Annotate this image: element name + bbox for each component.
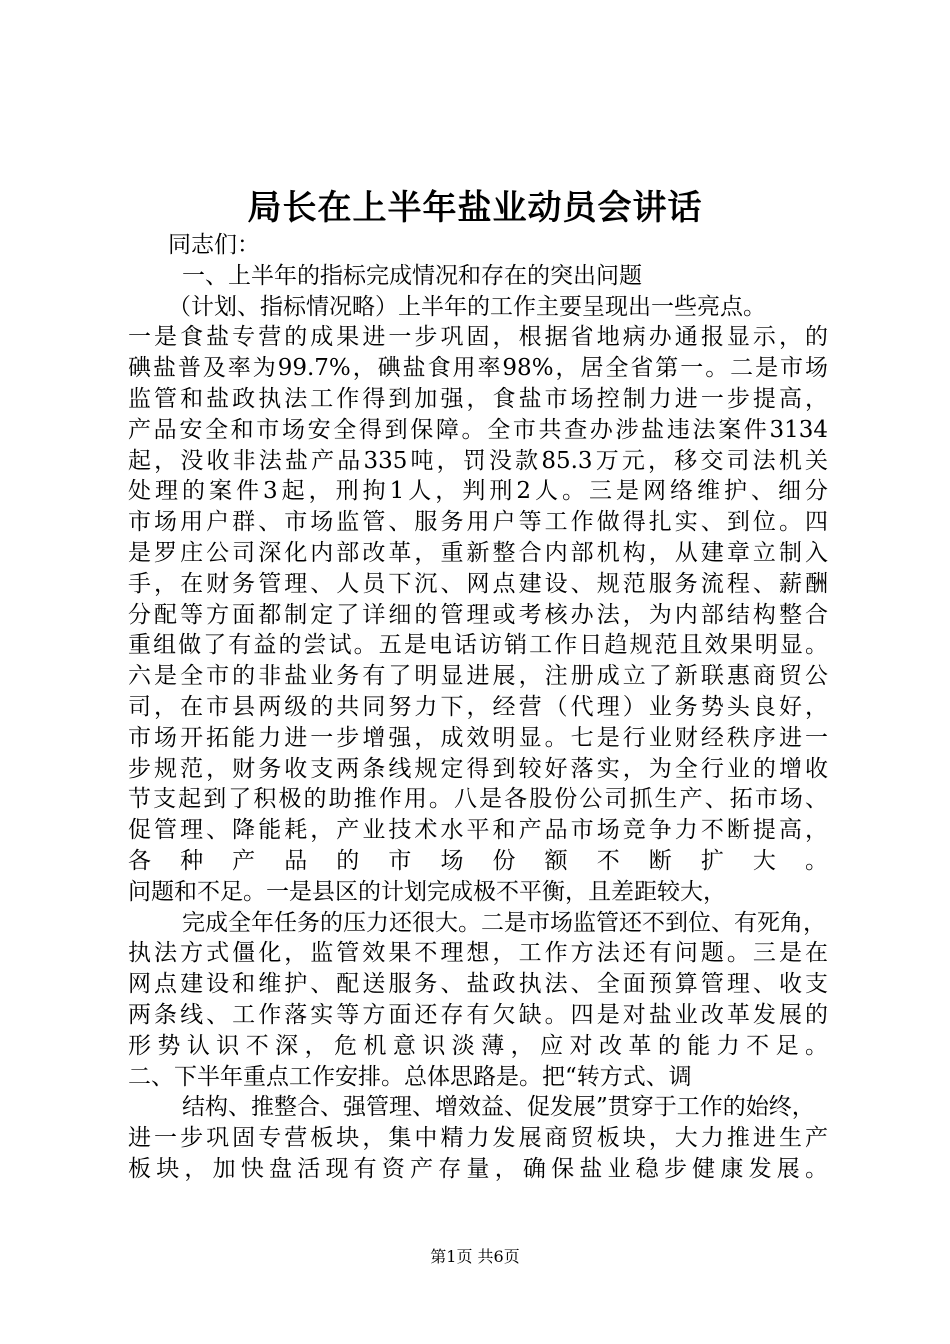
document-title: 局长在上半年盐业动员会讲话 [247,188,703,228]
paragraph-line: 起，没收非法盐产品335吨，罚没款85.3万元，移交司法机关 [128,447,828,474]
paragraph-line: 二、下半年重点工作安排。总体思路是。把“转方式、调 [128,1063,692,1090]
paragraph-line: 两条线、工作落实等方面还存有欠缺。四是对盐业改革发展的 [128,1001,828,1028]
paragraph-line: 网点建设和维护、配送服务、盐政执法、全面预算管理、收支 [128,971,828,998]
paragraph-line: 步规范，财务收支两条线规定得到较好落实，为全行业的增收 [128,755,828,782]
paragraph-line: 一是食盐专营的成果进一步巩固，根据省地病办通报显示，的 [128,324,828,351]
paragraph-line: （计划、指标情况略）上半年的工作主要呈现出一些亮点。 [168,293,766,320]
paragraph-line: 司，在市县两级的共同努力下，经营（代理）业务势头良好， [128,693,828,720]
paragraph-line: 分配等方面都制定了详细的管理或考核办法，为内部结构整合 [128,601,828,628]
paragraph-line: 是罗庄公司深化内部改革，重新整合内部机构，从建章立制入 [128,539,828,566]
paragraph-line [128,1185,828,1216]
section-heading-1: 一、上半年的指标完成情况和存在的突出问题 [182,262,642,289]
paragraph-line: 重组做了有益的尝试。五是电话访销工作日趋规范且效果明显。 [128,632,828,659]
paragraph-line: 进一步巩固专营板块，集中精力发展商贸板块，大力推进生产 [128,1125,828,1152]
paragraph-line: 节支起到了积极的助推作用。八是各股份公司抓生产、拓市场、 [128,786,828,813]
salutation-line: 同志们： [168,232,260,258]
paragraph-line: 问题和不足。一是县区的计划完成极不平衡，且差距较大， [128,878,726,905]
section-heading-2: 结构、推整合、强管理、增效益、促发展”贯穿于工作的始终， [182,1094,815,1121]
paragraph-line: 手，在财务管理、人员下沉、网点建设、规范服务流程、薪酬 [128,570,828,597]
paragraph-line: 处理的案件3起，刑拘1人，判刑2人。三是网络维护、细分 [128,478,828,505]
paragraph-line: 碘盐普及率为99.7%，碘盐食用率98%，居全省第一。二是市场 [128,355,828,382]
paragraph-line: 形势认识不深，危机意识淡薄，应对改革的能力不足。 [128,1032,828,1059]
paragraph-line: 市场用户群、市场监管、服务用户等工作做得扎实、到位。四 [128,509,828,536]
paragraph-line: 执法方式僵化，监管效果不理想，工作方法还有问题。三是在 [128,940,828,967]
paragraph-line: 产品安全和市场安全得到保障。全市共查办涉盐违法案件3134 [128,416,828,443]
document-body [128,230,828,1216]
paragraph-line: 板块，加快盘活现有资产存量，确保盐业稳步健康发展。 [128,1155,828,1182]
paragraph-line: 各种产品的市场份额不断扩大。 [128,847,828,874]
paragraph-line: 六是全市的非盐业务有了明显进展，注册成立了新联惠商贸公 [128,663,828,690]
paragraph-line: 完成全年任务的压力还很大。二是市场监管还不到位、有死角， [182,909,826,936]
paragraph-line: 市场开拓能力进一步增强，成效明显。七是行业财经秩序进一 [128,724,828,751]
paragraph-line: 促管理、降能耗，产业技术水平和产品市场竞争力不断提高， [128,817,828,844]
page-footer: 第1页 共6页 [430,1247,520,1266]
paragraph-line: 监管和盐政执法工作得到加强，食盐市场控制力进一步提高， [128,385,828,412]
